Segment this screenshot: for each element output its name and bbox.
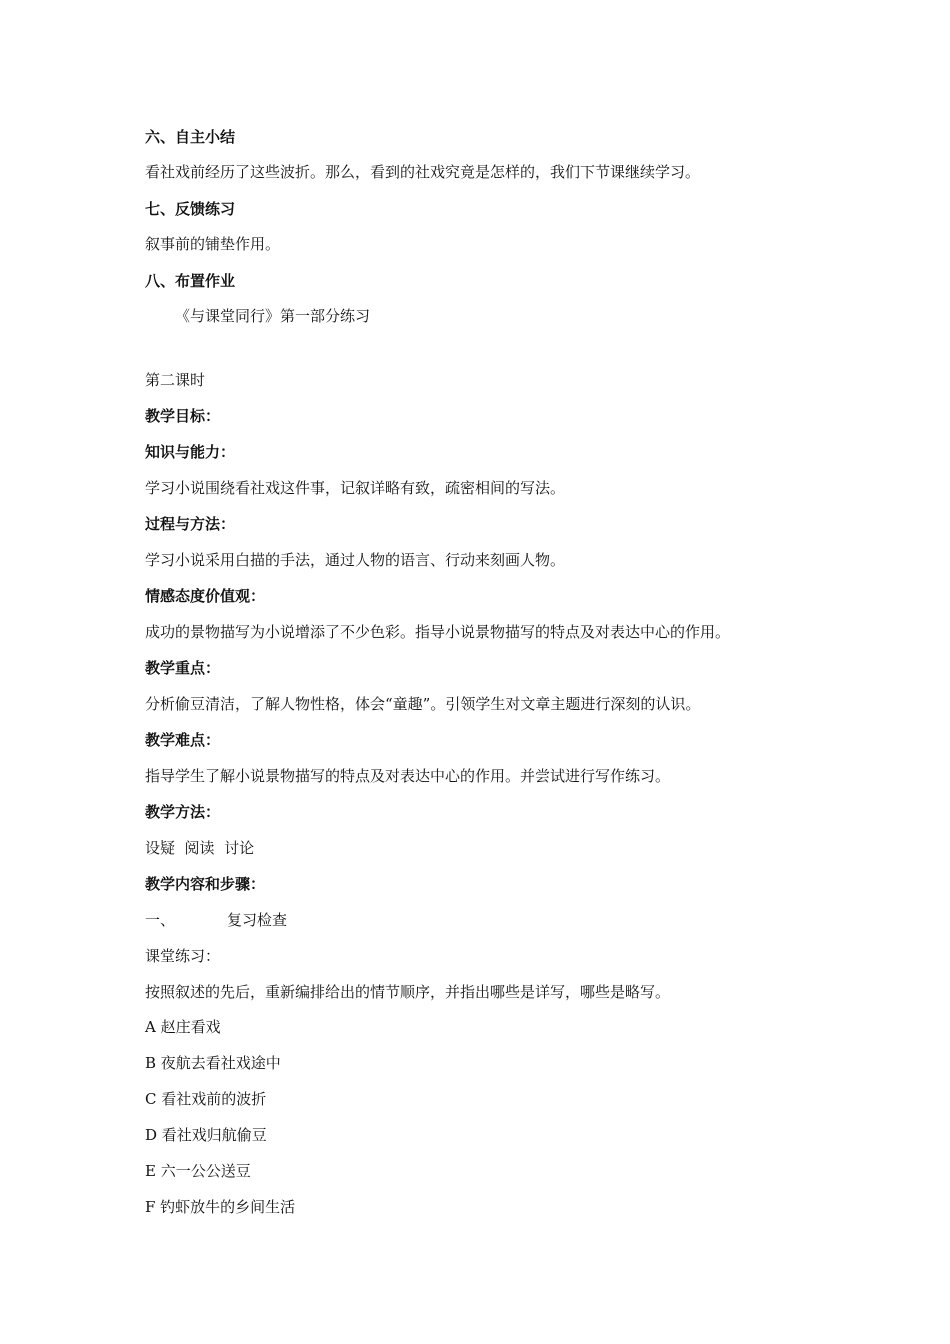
emotion-heading: 情感态度价值观： — [145, 587, 266, 605]
goals-heading: 教学目标： — [145, 407, 221, 425]
option-a: A 赵庄看戏 — [145, 1018, 221, 1036]
step-1-number: 一、 — [145, 911, 176, 929]
option-e: E 六一公公送豆 — [145, 1162, 251, 1180]
step-1-title: 复习检查 — [227, 911, 288, 929]
process-text: 学习小说采用白描的手法，通过人物的语言、行动来刻画人物。 — [145, 551, 566, 569]
section-6-text: 看社戏前经历了这些波折。那么，看到的社戏究竟是怎样的，我们下节课继续学习。 — [145, 163, 701, 181]
knowledge-heading: 知识与能力： — [145, 443, 236, 461]
section-7-heading: 七、反馈练习 — [145, 200, 236, 218]
key-points-text: 分析偷豆清洁，了解人物性格，体会“童趣”。引领学生对文章主题进行深刻的认识。 — [145, 695, 701, 713]
section-8-heading: 八、布置作业 — [145, 272, 236, 290]
exercise-label: 课堂练习： — [145, 947, 221, 965]
method-text: 设疑 阅读 讨论 — [145, 839, 255, 857]
option-c: C 看社戏前的波折 — [145, 1090, 267, 1108]
option-f: F 钓虾放牛的乡间生活 — [145, 1198, 296, 1216]
steps-heading: 教学内容和步骤： — [145, 875, 266, 893]
section-6-heading: 六、自主小结 — [145, 128, 236, 146]
lesson-2-title: 第二课时 — [145, 371, 206, 389]
step-1 — [145, 910, 287, 930]
section-8-text: 《与课堂同行》第一部分练习 — [175, 307, 371, 325]
method-heading: 教学方法： — [145, 803, 221, 821]
process-heading: 过程与方法： — [145, 515, 236, 533]
section-7-text: 叙事前的铺垫作用。 — [145, 235, 281, 253]
difficult-points-heading: 教学难点： — [145, 731, 221, 749]
exercise-text: 按照叙述的先后，重新编排给出的情节顺序，并指出哪些是详写，哪些是略写。 — [145, 983, 671, 1001]
difficult-points-text: 指导学生了解小说景物描写的特点及对表达中心的作用。并尝试进行写作练习。 — [145, 767, 671, 785]
emotion-text: 成功的景物描写为小说增添了不少色彩。指导小说景物描写的特点及对表达中心的作用。 — [145, 623, 731, 641]
knowledge-text: 学习小说围绕看社戏这件事，记叙详略有致，疏密相间的写法。 — [145, 479, 566, 497]
key-points-heading: 教学重点： — [145, 659, 221, 677]
option-d: D 看社戏归航偷豆 — [145, 1126, 267, 1144]
option-b: B 夜航去看社戏途中 — [145, 1054, 281, 1072]
